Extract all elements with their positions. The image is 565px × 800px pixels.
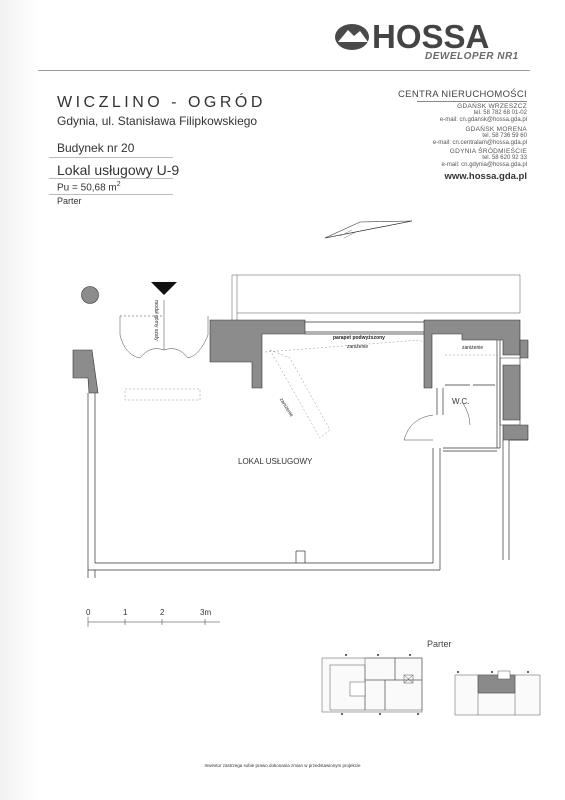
lowered-label-3: zaniżenie: [277, 397, 295, 419]
key-plan-left: [322, 658, 422, 712]
office-name: GDAŃSK WRZESZCZ: [457, 103, 527, 110]
unit-area-unit-sup: 2: [116, 181, 121, 188]
office-email[interactable]: e-mail: cn.centralam@hossa.gda.pl: [432, 140, 527, 146]
website-link[interactable]: www.hossa.gda.pl: [444, 171, 527, 182]
unit-area-value: Pu = 50,68 m: [57, 182, 117, 194]
office-phone: tel. 58 736 59 60: [482, 133, 527, 139]
entrance-door: [120, 300, 208, 358]
scale-tick-0: 0: [86, 608, 91, 617]
project-address: Gdynia, ul. Stanisława Filipkowskiego: [57, 114, 258, 128]
office-name: GDYNIA ŚRÓDMIEŚCIE: [449, 148, 527, 155]
unit-floor: Parter: [57, 196, 82, 206]
walls: [73, 320, 528, 440]
key-plan-right: [455, 671, 540, 715]
office-email[interactable]: e-mail: cn.gdynia@hossa.gda.pl: [441, 162, 527, 168]
lowered-label-2: zaniżenie: [462, 345, 484, 351]
scale-tick-1: 1: [123, 608, 128, 617]
office-phone: tel. 58 620 92 33: [482, 155, 527, 161]
project-title: WICZLINO - OGRÓD: [57, 94, 266, 111]
lowered-ceiling-zones: [125, 340, 498, 438]
sales-centers-title: CENTRA NIERUCHOMOŚCI: [398, 89, 527, 100]
column-icon: [82, 287, 99, 304]
scale-tick-2: 2: [160, 608, 165, 617]
room-outline: [88, 322, 528, 578]
brand-subtitle: DEWELOPER NR1: [425, 51, 519, 62]
office-email[interactable]: e-mail: cn.gdansk@hossa.gda.pl: [439, 117, 527, 123]
office-name: GDAŃSK MORENA: [465, 126, 527, 133]
terrace-outline: [232, 275, 520, 320]
office-phone: tel. 58 782 68 01-02: [473, 110, 527, 116]
parapet-label: parapet podwyższony: [333, 335, 385, 341]
scale-bar: [88, 617, 220, 627]
scale-tick-3m: 3m: [200, 608, 212, 617]
unit-name: Lokal usługowy U-9: [57, 162, 180, 178]
room-label: LOKAL USŁUGOWY: [238, 457, 313, 466]
wc-label: W.C.: [452, 397, 470, 406]
entrance-arrow-icon: [151, 282, 177, 295]
key-plan-title: Parter: [427, 639, 452, 649]
north-arrow-icon: [325, 221, 412, 238]
building-number: Budynek nr 20: [57, 141, 135, 155]
lowered-label-1: zaniżenie: [347, 344, 369, 350]
entrance-label: moduł górny szafy: [153, 300, 159, 341]
footer-note: Inwestor zastrzega sobie prawo dokonania zmian w przedstawionym projekcie: [204, 763, 361, 768]
brand-name: HOSSA: [372, 18, 490, 55]
